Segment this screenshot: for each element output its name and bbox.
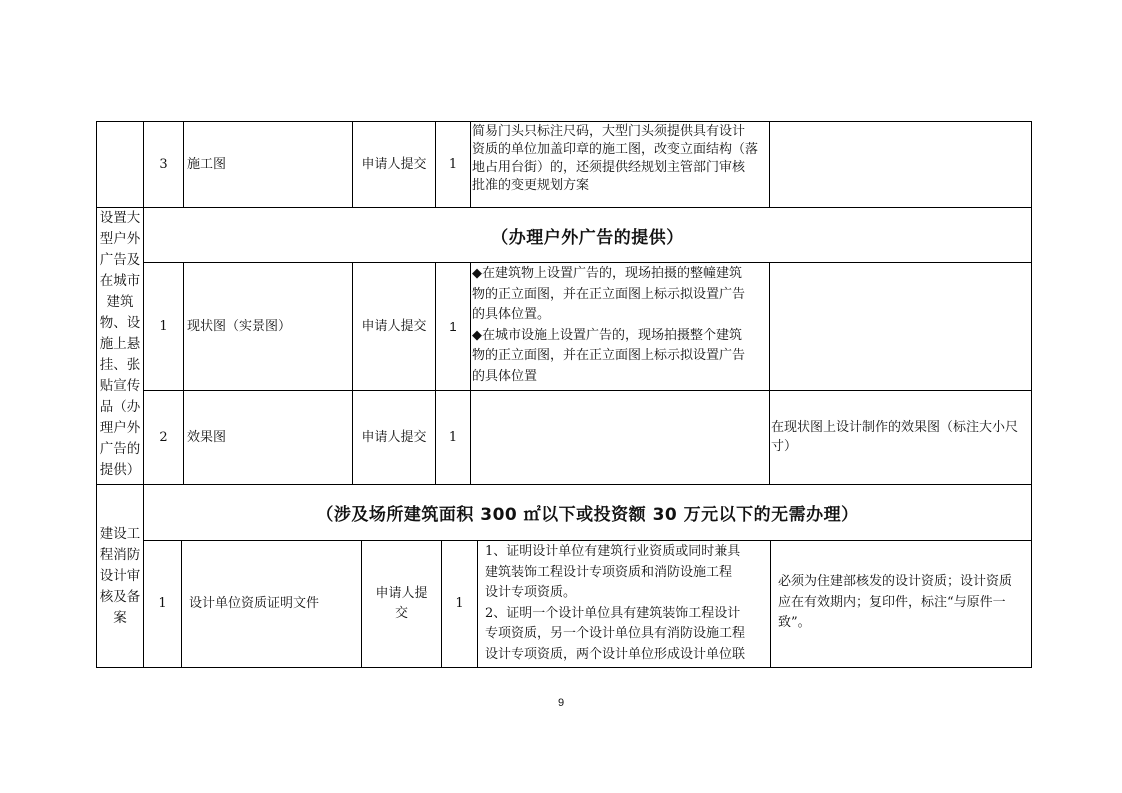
category-line: 物、设: [99, 315, 141, 331]
requirement-line: 的具体位置。: [472, 307, 551, 322]
requirement-line: 2、证明一个设计单位具有建筑装饰工程设计: [485, 605, 741, 621]
remark-line: 应在有效期内；复印件，标注“与原件一: [778, 594, 1006, 610]
section-banner: （涉及场所建筑面积 300 ㎡以下或投资额 30 万元以下的无需办理）: [316, 505, 859, 525]
source-line: 申请人提: [375, 586, 428, 601]
category-line: 设置大: [99, 210, 141, 226]
requirement-line: 物的正立面图，并在正立面图上标示拟设置广告: [472, 348, 746, 363]
category-cell: [97, 485, 143, 667]
requirement-line: 1、证明设计单位有建筑行业资质或同时兼具: [485, 544, 741, 559]
category-line: 建设工: [99, 525, 141, 542]
category-line: 提供）: [99, 462, 141, 478]
remark-line: 致”。: [778, 615, 811, 630]
remark-line: 必须为住建部核发的设计资质；设计资质: [778, 574, 1013, 589]
requirement-line: 设计专项资质，两个设计单位形成设计单位联: [485, 646, 746, 662]
table-border-bottom: [96, 667, 1032, 668]
requirement-line: 简易门头只标注尺码，大型门头须提供具有设计: [472, 124, 746, 139]
material-name: 设计单位资质证明文件: [189, 596, 320, 611]
category-text: [100, 524, 141, 629]
material-source: 申请人提交: [361, 318, 427, 334]
category-line: 广告的: [99, 441, 141, 457]
material-source: [362, 541, 441, 667]
requirement-text: [485, 542, 768, 667]
source-line: 交: [394, 606, 408, 621]
requirement-line: 的具体位置: [472, 368, 538, 384]
category-line: 案: [113, 609, 127, 626]
copy-count: 1: [448, 156, 458, 172]
category-line: 在城市: [99, 273, 141, 289]
column-divider: [769, 121, 770, 207]
requirement-text: [472, 123, 768, 207]
requirement-line: 设计专项资质。: [485, 585, 577, 600]
column-divider: [181, 540, 182, 668]
category-cell: [97, 208, 143, 484]
category-line: 品（办: [99, 399, 141, 415]
row-number: 2: [159, 429, 168, 445]
requirement-line: ◆在建筑物上设置广告的，现场拍摄的整幢建筑: [472, 266, 742, 281]
section-banner: （办理户外广告的提供）: [491, 227, 684, 248]
material-name: 施工图: [187, 156, 227, 172]
category-line: 核及备: [99, 588, 141, 605]
remark-text: [778, 572, 1030, 642]
category-line: 建筑: [106, 294, 134, 310]
remark-line: 在现状图上设计制作的效果图（标注大小尺: [771, 420, 1019, 435]
column-divider: [769, 262, 770, 484]
material-name: 现状图（实景图）: [187, 318, 292, 334]
page-number: 9: [557, 697, 565, 709]
category-line: 程消防: [99, 546, 141, 563]
requirement-line: 物的正立面图，并在正立面图上标示拟设置广告: [472, 286, 746, 302]
material-source-text: [375, 584, 427, 624]
column-divider: [470, 262, 471, 484]
column-divider: [470, 121, 471, 207]
column-divider: [183, 262, 184, 484]
material-name: 效果图: [187, 429, 227, 445]
table-border-right: [1031, 121, 1032, 668]
category-line: 广告及: [99, 252, 141, 268]
column-divider: [477, 540, 478, 668]
column-divider: [770, 540, 771, 668]
category-line: 型户外: [99, 231, 141, 247]
copy-count: 1: [448, 429, 458, 445]
category-line: 贴宣传: [99, 378, 141, 394]
requirement-line: 批准的变更规划方案: [472, 178, 590, 193]
requirement-line: 专项资质，另一个设计单位具有消防设施工程: [485, 626, 746, 641]
remark-line: 寸）: [771, 439, 798, 454]
requirement-line: 资质的单位加盖印章的施工图，改变立面结构（落: [472, 142, 759, 157]
requirement-text: [472, 264, 768, 390]
row-number: 1: [158, 596, 167, 611]
requirement-line: 建筑装饰工程设计专项资质和消防设施工程: [485, 564, 733, 580]
category-line: 理户外: [99, 420, 141, 436]
material-source: 申请人提交: [361, 156, 427, 172]
row-number: 1: [159, 318, 168, 334]
material-source: 申请人提交: [361, 429, 427, 445]
category-line: 设计审: [99, 567, 141, 584]
remark-text: [771, 418, 1030, 458]
requirement-line: 地占用台街）的，还须提供经规划主管部门审核: [472, 160, 746, 175]
copy-count: 1: [455, 596, 464, 611]
copy-count: 1: [449, 318, 457, 334]
requirement-line: ◆在城市设施上设置广告的，现场拍摄整个建筑: [472, 327, 742, 343]
category-line: 施上悬: [99, 336, 141, 352]
row-number: 3: [159, 156, 168, 172]
category-line: 挂、张: [99, 357, 141, 373]
column-divider: [183, 121, 184, 207]
